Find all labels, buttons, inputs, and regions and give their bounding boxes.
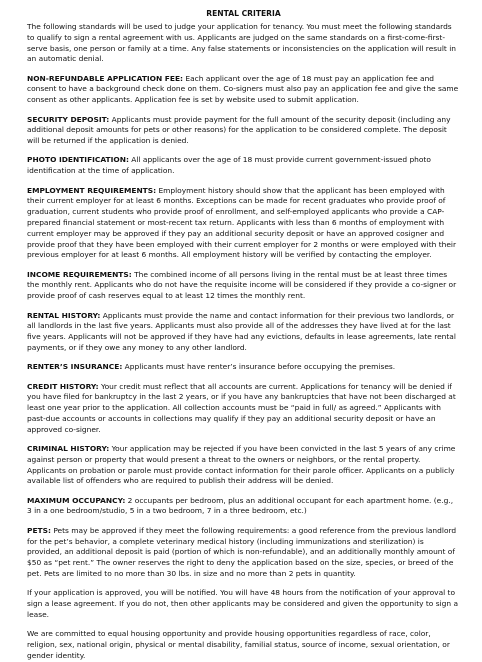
section-heading: RENTAL HISTORY: xyxy=(27,310,101,320)
section-text: The combined income of all persons living in the rental must be at least three times the monthly rent. Applicants who do not have the requisite income will be considered if they provide a co-signer or provide proof of cash reserves equal to at least 12 times the monthly rent. xyxy=(27,269,457,301)
section-income-requirements xyxy=(27,270,460,302)
section-rental-history xyxy=(27,311,460,354)
section-heading: CREDIT HISTORY: xyxy=(27,381,99,391)
section-criminal-history xyxy=(27,444,460,487)
section-text: 2 occupants per bedroom, plus an additional occupant for each apartment home. (e.g., 3 in a one bedroom/studio, 5 in a two bedroom, 7 in a three bedroom, etc.) xyxy=(27,495,454,516)
section-heading: NON-REFUNDABLE APPLICATION FEE: xyxy=(27,73,184,83)
section-heading: PETS: xyxy=(27,525,51,535)
section-heading: SECURITY DEPOSIT: xyxy=(27,114,110,124)
section-maximum-occupancy xyxy=(27,496,460,518)
document-title: RENTAL CRITERIA xyxy=(206,9,281,18)
section-text: Employment history should show that the applicant has been employed with their current employer for at least 6 months. Exceptions can be made for recent graduates who provide proof of graduation, current students who provide proof of enrollment, and self-employed applicants who provide a CAP-prepared financial statement or most-recent tax return. Applicants with less than 6 months of employment with current employer may be approved if they pay an additional security deposit or have an approved cosigner and provide proof that they have been employed with their current employer for 2 months or were employed with their previous employer for at least 6 months. All employment history will be verified by contacting the employer. xyxy=(27,185,457,260)
section-text: Applicants must provide the name and contact information for their previous two landlords, or all landlords in the last five years. Applicants must also provide all of the addresses they have lived at for the last five years. Applicants will not be approved if they have had any evictions, defaults in lease agreements, late rental payments, or if they owe any money to any other landlord. xyxy=(27,310,456,352)
section-heading: INCOME REQUIREMENTS: xyxy=(27,269,132,279)
section-heading: MAXIMUM OCCUPANCY: xyxy=(27,495,126,505)
section-pets xyxy=(27,526,460,580)
closing-equal-housing-paragraph: We are committed to equal housing opportunity and provide housing opportunities regardless of race, color, religion, sex, national origin, physical or mental disability, familial status, source of income, sexual orientation, or gender identity. xyxy=(27,629,450,660)
section-heading: PHOTO IDENTIFICATION: xyxy=(27,155,129,165)
section-security-deposit xyxy=(27,115,460,147)
section-text: Applicants must provide payment for the full amount of the security deposit (including any additional deposit amounts for pets or other reasons) for the application to be considered complete. The deposit will be returned if the application is denied. xyxy=(27,114,451,146)
section-text: Applicants must have renter’s insurance before occupying the premises. xyxy=(124,362,396,372)
section-heading: EMPLOYMENT REQUIREMENTS: xyxy=(27,185,157,195)
section-application-fee xyxy=(27,74,460,106)
section-employment-requirements xyxy=(27,186,460,262)
section-text: Your application may be rejected if you have been convicted in the last 5 years of any crime against person or property that would present a threat to the owners or neighbors, or the rental property. Applicants on probation or parole must provide contact information for their parole officer. Applicants on a publicly available list of offenders who are required to publish their address will be denied. xyxy=(27,444,456,486)
section-text: Each applicant over the age of 18 must pay an application fee and consent to have a background check done on them. Co-signers must also pay an application fee and give the same consent as other applicants. Application fee is set by website used to submit application. xyxy=(27,73,459,105)
section-text: Pets may be approved if they meet the following requirements: a good reference from the previous landlord for the pet’s behavior, a complete veterinary medical history (including immunizations and sterilization) is provided, an additional deposit is paid (portion of which is non-refundable), and an additionally monthly amount of $50 as “pet rent.” The owner reserves the right to deny the application based on the size, species, or breed of the pet. Pets are limited to no more than 30 lbs. in size and no more than 2 pets in quantity. xyxy=(27,525,457,578)
section-text: All applicants over the age of 18 must provide current government-issued photo identification at the time of application. xyxy=(27,155,431,176)
section-credit-history xyxy=(27,382,460,436)
section-photo-identification xyxy=(27,155,460,177)
section-heading: CRIMINAL HISTORY: xyxy=(27,444,110,453)
section-renters-insurance xyxy=(27,362,460,373)
intro-paragraph: The following standards will be used to judge your application for tenancy. You must meet the following standards to qualify to sign a rental agreement with us. Applicants are judged on the same standards on a first-come-first-serve basis, one person or family at a time. Any false statements or inconsistencies on the application will result in an automatic denial. xyxy=(27,22,456,64)
section-text: Your credit must reflect that all accounts are current. Applications for tenancy will be denied if you have filed for bankruptcy in the last 2 years, or if you have any bankruptcies that have not been discharged at least one year prior to the application. All collection accounts must be “paid in full/ as agreed.” Applicants with past-due accounts or accounts in collections may qualify if they pay an additional security deposit or have an approved co-signer. xyxy=(27,381,456,434)
closing-approval-paragraph: If your application is approved, you will be notified. You will have 48 hours from the notification of your approval to sign a lease agreement. If you do not, then other applicants may be considered and given the opportunity to sign a lease. xyxy=(27,588,459,619)
section-heading: RENTER’S INSURANCE: xyxy=(27,362,123,372)
